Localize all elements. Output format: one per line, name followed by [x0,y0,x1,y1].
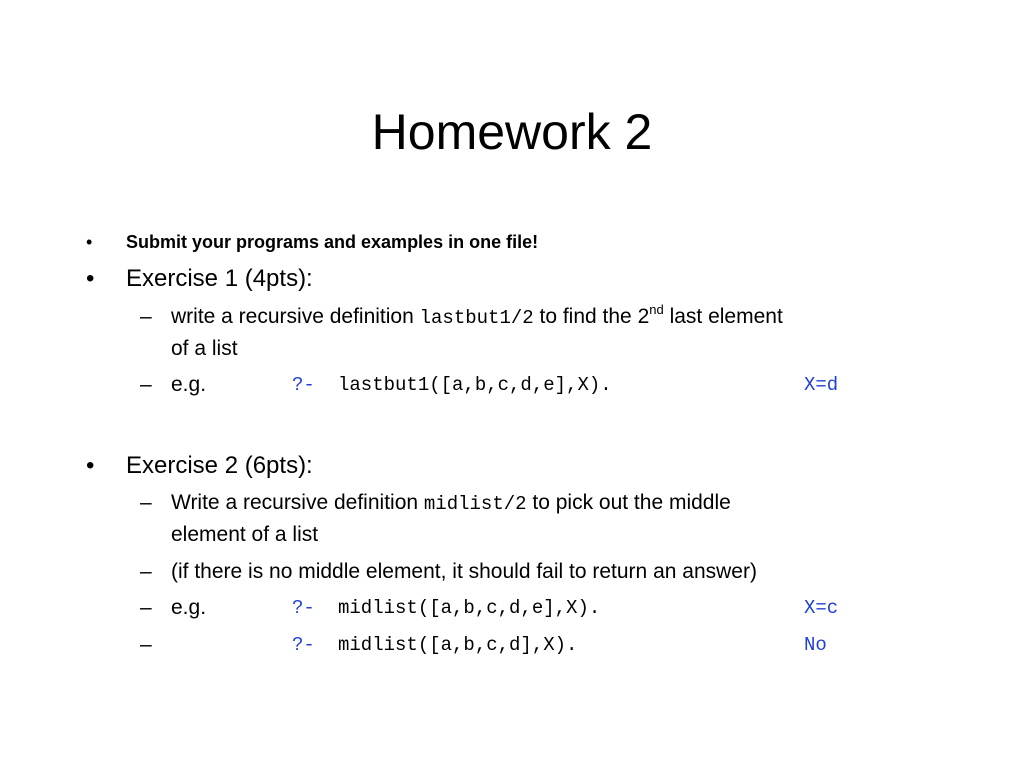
exercise-2-example-1-prompt: ?- [292,597,315,619]
dash-icon: – [140,560,152,583]
exercise-2-task-continuation: element of a list [171,523,319,546]
exercise-1-task-text-3: last element [669,305,783,328]
exercise-2-example-2-answer: No [804,634,827,656]
exercise-1-heading: Exercise 1 (4pts): [126,265,313,292]
bullet-icon: • [86,265,95,292]
exercise-2-predicate: midlist/2 [423,493,527,515]
exercise-2-example-2-query: midlist([a,b,c,d],X). [338,634,578,656]
exercise-2-task-text: Write a recursive definition [171,491,419,514]
dash-icon: – [140,633,152,656]
exercise-1-example-label: e.g. [171,373,207,396]
exercise-1-example-query: lastbut1([a,b,c,d,e],X). [338,374,612,396]
exercise-1-example-answer: X=d [804,374,839,396]
dash-icon: – [140,491,152,514]
bullet-icon: • [86,232,93,252]
submit-instruction: Submit your programs and examples in one file! [126,232,539,252]
ordinal-suffix: nd [649,302,664,317]
exercise-1-task-text-2: to find the 2 [539,305,650,328]
exercise-2-example-1-query: midlist([a,b,c,d,e],X). [338,597,601,619]
exercise-2-heading: Exercise 2 (6pts): [126,452,313,479]
dash-icon: – [140,373,152,396]
exercise-1-task [171,301,783,334]
bullet-icon: • [86,452,95,479]
exercise-2-example-2-prompt: ?- [292,634,315,656]
exercise-1-task-continuation: of a list [171,337,238,360]
exercise-2-example-1-answer: X=c [804,597,839,619]
exercise-2-note: (if there is no middle element, it should fail to return an answer) [171,560,757,583]
exercise-2-example-label: e.g. [171,596,207,619]
exercise-1-task-text: write a recursive definition [171,305,414,328]
exercise-1-example-prompt: ?- [292,374,315,396]
dash-icon: – [140,596,152,619]
exercise-2-task-text-2: to pick out the middle [532,491,731,514]
exercise-1-predicate: lastbut1/2 [419,307,534,329]
slide-title: Homework 2 [371,104,653,160]
dash-icon: – [140,305,152,328]
exercise-2-task [171,487,731,520]
